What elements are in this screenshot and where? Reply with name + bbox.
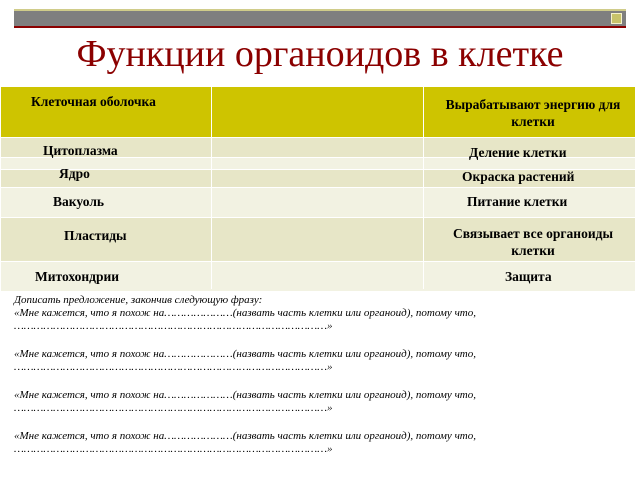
sentence-dots: ……………………………………………………………………………………» [14,443,333,455]
sentence-dots: ……………………………………………………………………………………» [14,402,333,414]
table-divider [1,261,635,262]
function-text: Деление клетки [469,145,567,160]
sentence-dots: ……………………………………………………………………………………» [14,320,333,332]
sentence-line: «Мне кажется, что я похож на…………………(назвать часть клетки или органоид), потому что, [14,430,477,442]
table-divider [1,137,635,138]
task-block [14,294,634,456]
function-text: Вырабатывают энергию для клетки [445,97,621,129]
table-divider [1,187,635,188]
title-decoration-bar [14,9,626,28]
sentence-line: «Мне кажется, что я похож на…………………(назвать часть клетки или органоид), потому что, [14,307,477,319]
organelle-name: Пластиды [64,228,127,243]
function-text: Защита [505,269,552,284]
organelle-name: Клеточная оболочка [31,94,156,109]
sentence-line: «Мне кажется, что я похож на…………………(назвать часть клетки или органоид), потому что, [14,348,477,360]
slide-title: Функции органоидов в клетке [76,33,564,75]
table-divider [1,217,635,218]
function-text: Связывает все органоиды клетки [453,226,613,258]
function-text: Питание клетки [467,194,568,209]
table-column-divider [423,87,424,289]
sentence-dots: ……………………………………………………………………………………» [14,361,333,373]
organelle-name: Вакуоль [53,194,105,209]
organelle-name: Цитоплазма [43,143,118,158]
organelles-table [0,86,636,290]
organelle-name: Ядро [59,166,90,181]
sentence-line: «Мне кажется, что я похож на…………………(назвать часть клетки или органоид), потому что, [14,389,477,401]
task-instruction: Дописать предложение, закончив следующую фразу: [14,294,263,306]
table-column-divider [211,87,212,289]
decoration-square [611,13,622,24]
function-text: Окраска растений [462,169,575,184]
organelle-name: Митохондрии [35,269,120,284]
